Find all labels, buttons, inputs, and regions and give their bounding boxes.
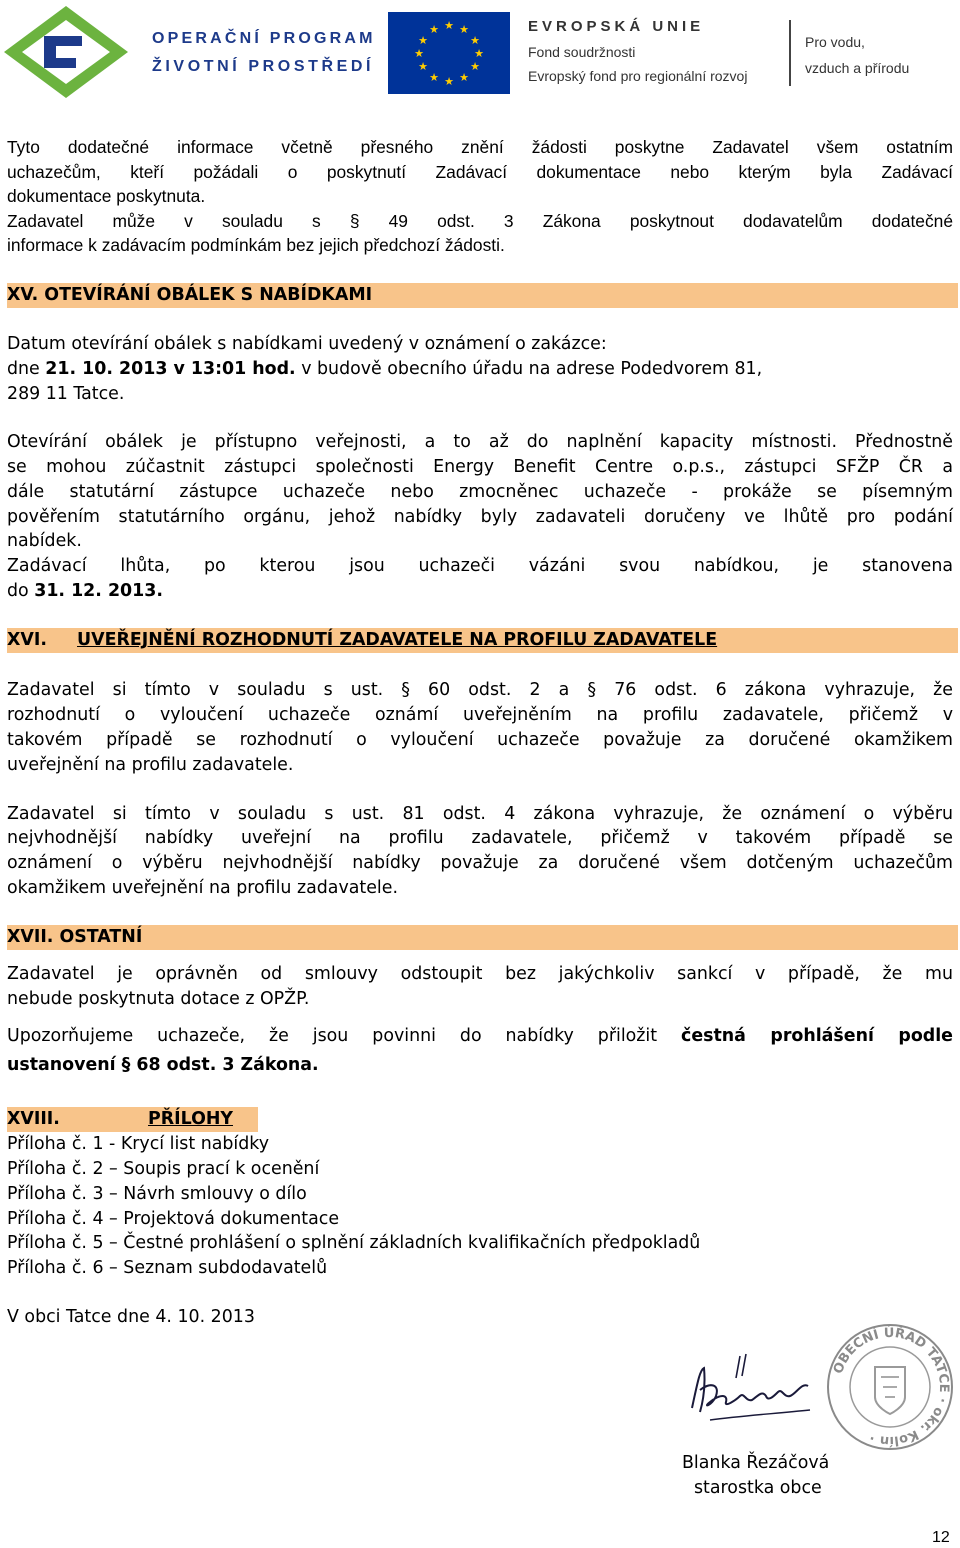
s15-opening-datetime: 21. 10. 2013 v 13:01 hod. bbox=[45, 359, 296, 379]
s17-p2-line1 bbox=[7, 1024, 953, 1049]
section17-heading: XVII. OSTATNÍ bbox=[7, 927, 143, 947]
s16-p1-line3: takovém případě se rozhodnutí o vyloučení uchazeče považuje za doručené okamžikem bbox=[7, 730, 953, 750]
svg-text:★: ★ bbox=[414, 47, 424, 60]
place-date: V obci Tatce dne 4. 10. 2013 bbox=[7, 1307, 255, 1327]
intro-line5: informace k zadávacím podmínkám bez jejich předchozí žádosti. bbox=[7, 235, 505, 255]
s16-p1-line1: Zadavatel si tímto v souladu s ust. § 60 odst. 2 a § 76 odst. 6 zákona vyhrazuje, že bbox=[7, 680, 953, 700]
header-divider bbox=[789, 20, 791, 86]
svg-text:★: ★ bbox=[470, 34, 480, 47]
svg-text:★: ★ bbox=[470, 60, 480, 73]
signer-title: starostka obce bbox=[694, 1478, 822, 1498]
svg-text:★: ★ bbox=[429, 23, 439, 36]
s17-p2-line2: ustanovení § 68 odst. 3 Zákona. bbox=[7, 1055, 319, 1075]
s16-p2-line4: okamžikem uveřejnění na profilu zadavatele. bbox=[7, 878, 398, 898]
page-number: 12 bbox=[932, 1529, 950, 1546]
s16-p2-line3: oznámení o výběru nejvhodnější nabídky považuje za doručené všem dotčeným uchazečům bbox=[7, 853, 953, 873]
opzp-logo bbox=[4, 6, 132, 98]
eu-title: EVROPSKÁ UNIE bbox=[528, 18, 705, 35]
svg-text:★: ★ bbox=[459, 23, 469, 36]
handwritten-signature bbox=[680, 1350, 830, 1430]
section16-title: UVEŘEJNĚNÍ ROZHODNUTÍ ZADAVATELE NA PROFILU ZADAVATELE bbox=[77, 630, 718, 650]
section15-heading: XV. OTEVÍRÁNÍ OBÁLEK S NABÍDKAMI bbox=[7, 285, 373, 305]
attachment-item: Příloha č. 5 – Čestné prohlášení o splnění základních kvalifikačních předpokladů bbox=[7, 1233, 701, 1253]
section16-number: XVI. bbox=[7, 630, 47, 650]
s15-p2-line5: nabídek. bbox=[7, 531, 82, 551]
intro-line4: Zadavatel může v souladu s § 49 odst. 3 Zákona poskytnout dodavatelům dodatečné bbox=[7, 211, 953, 231]
s15-deadline: 31. 12. 2013. bbox=[34, 581, 163, 601]
s16-p2-line1: Zadavatel si tímto v souladu s ust. 81 odst. 4 zákona vyhrazuje, že oznámení o výběru bbox=[7, 804, 953, 824]
svg-text:★: ★ bbox=[418, 34, 428, 47]
attachment-item: Příloha č. 2 – Soupis prací k ocenění bbox=[7, 1159, 320, 1179]
s16-p1-line2: rozhodnutí o vyloučení uchazeče oznámí uveřejněním na profilu zadavatele, přičemž v bbox=[7, 705, 953, 725]
s15-dne: dne bbox=[7, 359, 46, 379]
official-stamp bbox=[825, 1322, 955, 1452]
s17-declarations: čestná prohlášení podle bbox=[681, 1026, 953, 1046]
s15-location: v budově obecního úřadu na adrese Podedvorem 81, bbox=[295, 359, 763, 379]
s16-p2-line2: nejvhodnější nabídky uveřejní na profilu zadavatele, přičemž v takovém případě se bbox=[7, 828, 953, 848]
svg-text:★: ★ bbox=[474, 47, 484, 60]
signer-name: Blanka Řezáčová bbox=[682, 1453, 830, 1473]
s15-p1-line2 bbox=[7, 357, 953, 382]
program-line2: ŽIVOTNÍ PROSTŘEDÍ bbox=[152, 58, 375, 75]
eu-fund-cohesion: Fond soudržnosti bbox=[528, 44, 636, 60]
attachment-item: Příloha č. 3 – Návrh smlouvy o dílo bbox=[7, 1184, 307, 1204]
s15-p3-line1: Zadávací lhůta, po kterou jsou uchazeči vázáni svou nabídkou, je stanovena bbox=[7, 556, 953, 576]
attachment-item: Příloha č. 6 – Seznam subdodavatelů bbox=[7, 1258, 328, 1278]
intro-line3: dokumentace poskytnuta. bbox=[7, 186, 206, 206]
svg-text:OBECNÍ ÚŘAD TATCE · okr. Kolín: OBECNÍ ÚŘAD TATCE · okr. Kolín · bbox=[830, 1325, 952, 1449]
s15-p1-line1: Datum otevírání obálek s nabídkami uvedený v oznámení o zakázce: bbox=[7, 334, 607, 354]
section18-title: PŘÍLOHY bbox=[148, 1109, 233, 1129]
s17-p1-line1: Zadavatel je oprávněn od smlouvy odstoupit bez jakýchkoliv sankcí v případě, že mu bbox=[7, 964, 953, 984]
slogan-line1: Pro vodu, bbox=[805, 34, 865, 50]
section18-number: XVIII. bbox=[7, 1109, 60, 1129]
intro-line1: Tyto dodatečné informace včetně přesného znění žádosti poskytne Zadavatel všem ostatním bbox=[7, 137, 953, 157]
s15-p2-line4: pověřením statutárního orgánu, jehož nabídky byly zadavateli doručeny ve lhůtě pro podání bbox=[7, 507, 953, 527]
s17-p1-line2: nebude poskytnuta dotace z OPŽP. bbox=[7, 989, 310, 1009]
s16-p1-line4: uveřejnění na profilu zadavatele. bbox=[7, 755, 294, 775]
svg-text:★: ★ bbox=[418, 60, 428, 73]
svg-text:★: ★ bbox=[429, 71, 439, 84]
slogan-line2: vzduch a přírodu bbox=[805, 60, 910, 76]
s15-p3-line2 bbox=[7, 579, 953, 604]
s15-p2-line2: se mohou zúčastnit zástupci společnosti Energy Benefit Centre o.p.s., zástupci SFŽP ČR a bbox=[7, 457, 953, 477]
svg-text:★: ★ bbox=[444, 75, 454, 88]
s15-p2-line3: dále statutární zástupce uchazeče nebo zmocněnec uchazeče - prokáže se písemným bbox=[7, 482, 953, 502]
svg-text:★: ★ bbox=[459, 71, 469, 84]
eu-fund-regional: Evropský fond pro regionální rozvoj bbox=[528, 68, 748, 84]
eu-flag bbox=[388, 12, 510, 94]
page-header bbox=[0, 0, 960, 100]
attachment-item: Příloha č. 1 - Krycí list nabídky bbox=[7, 1134, 270, 1154]
attachment-item: Příloha č. 4 – Projektová dokumentace bbox=[7, 1209, 340, 1229]
intro-line2: uchazečům, kteří požádali o poskytnutí Zadávací dokumentace nebo kterým byla Zadávací bbox=[7, 162, 953, 182]
s17-notice: Upozorňujeme uchazeče, že jsou povinni do nabídky přiložit bbox=[7, 1026, 682, 1046]
program-line1: OPERAČNÍ PROGRAM bbox=[152, 30, 376, 47]
s15-do: do bbox=[7, 581, 35, 601]
s15-p1-line3: 289 11 Tatce. bbox=[7, 384, 125, 404]
section17-band bbox=[7, 925, 958, 950]
s15-p2-line1: Otevírání obálek je přístupno veřejnosti, a to až do naplnění kapacity místnosti. Přednostně bbox=[7, 432, 953, 452]
svg-text:★: ★ bbox=[444, 19, 454, 32]
